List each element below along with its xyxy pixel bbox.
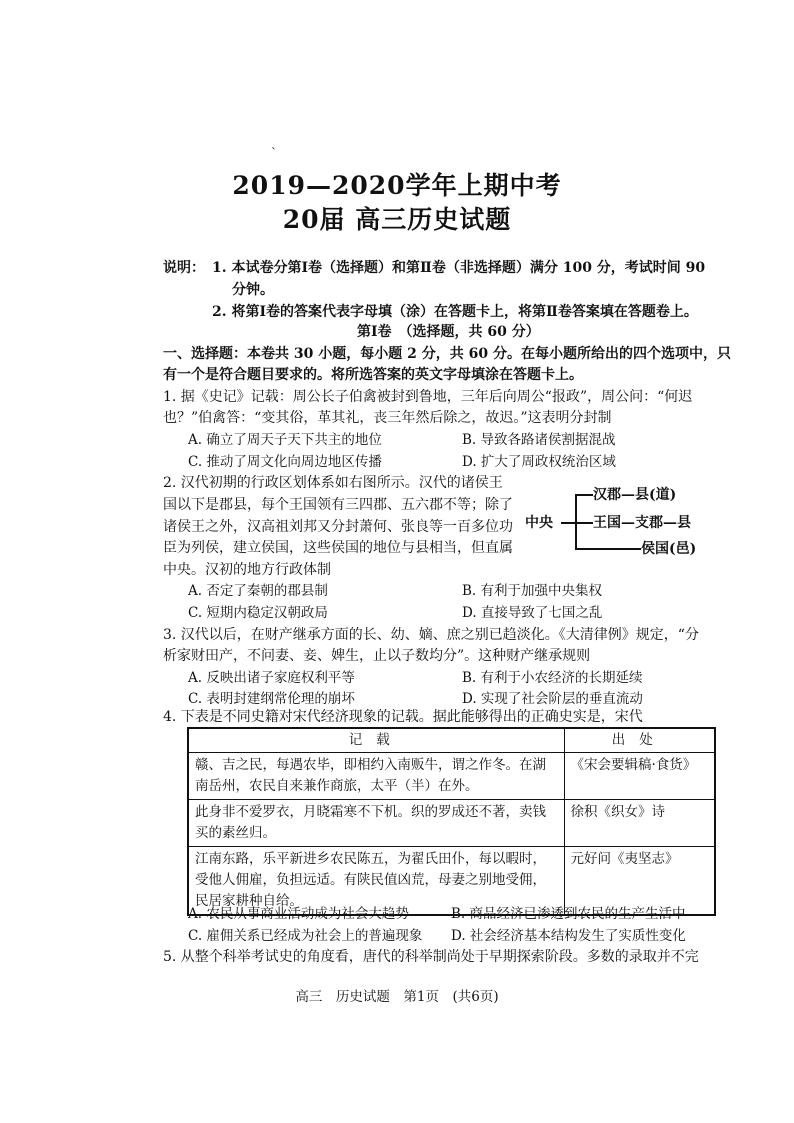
- q2-option-b[interactable]: B. 有利于加强中央集权: [462, 583, 603, 599]
- q4-option-a[interactable]: A. 农民从事商业活动成为社会大趋势: [188, 906, 409, 922]
- q3-option-c[interactable]: C. 表明封建纲常伦理的崩坏: [188, 691, 355, 707]
- table-header-record: 记载: [188, 728, 564, 753]
- instruction-1: 1. 本试卷分第Ⅰ卷（选择题）和第Ⅱ卷（非选择题）满分 100 分，考试时间 90: [212, 260, 706, 276]
- section-intro-cont: 有一个是符合题目要求的。将所选答案的英文字母填涂在答题卡上。: [163, 367, 583, 383]
- instructions-label: 说明：: [163, 260, 205, 276]
- diagram-root: 中央: [525, 515, 553, 531]
- question-2-text: 2. 汉代初期的行政区划体系如右图所示。汉代的诸侯王: [163, 475, 503, 491]
- question-4-text: 4. 下表是不同史籍对宋代经济现象的记载。据此能够得出的正确史实是，宋代: [163, 709, 643, 725]
- question-3-text: 3. 汉代以后，在财产继承方面的长、幼、嫡、庶之别已趋淡化。《大清律例》规定，“分: [163, 627, 699, 643]
- table-row: [188, 800, 715, 847]
- source-cell: 徐积《织女》诗: [564, 800, 715, 847]
- record-cell: 赣、吉之民，每遇农毕，即相约入南贩牛，谓之作冬。在湖南岳州，农民自来兼作商旅，太平（半）在外。: [188, 753, 564, 800]
- diagram-branch-kingdom: 王国—支郡—县: [593, 515, 691, 531]
- source-cell: 《宋会要辑稿·食货》: [564, 753, 715, 800]
- question-5-text: 5. 从整个科举考试史的角度看，唐代的科举制尚处于早期探索阶段。多数的录取并不完: [163, 949, 699, 965]
- q1-option-a[interactable]: A. 确立了周天子天下共主的地位: [188, 432, 382, 448]
- q2-option-c[interactable]: C. 短期内稳定汉朝政局: [188, 605, 328, 621]
- table-header-row: [188, 728, 715, 753]
- question-2-text-cont: 臣为列侯，建立侯国，这些侯国的地位与县相当，但直属: [163, 540, 513, 556]
- exam-title: 2019—2020学年上期中考: [232, 171, 562, 200]
- q1-option-c[interactable]: C. 推动了周文化向周边地区传播: [188, 454, 382, 470]
- q2-option-a[interactable]: A. 否定了秦朝的郡县制: [188, 583, 328, 599]
- section-heading: 第Ⅰ卷 （选择题，共 60 分）: [357, 324, 540, 340]
- table-row: [188, 753, 715, 800]
- question-2-text-cont: 诸侯王之外，汉高祖刘邦又分封萧何、张良等一百多位功: [163, 519, 513, 535]
- record-cell: 此身非不爱罗衣，月晓霜寒不下机。织的罗成还不著，卖钱买的素丝归。: [188, 800, 564, 847]
- q4-option-b[interactable]: B. 商品经济已渗透到农民的生产生活中: [451, 906, 686, 922]
- q1-option-d[interactable]: D. 扩大了周政权统治区域: [462, 454, 616, 470]
- q4-option-d[interactable]: D. 社会经济基本结构发生了实质性变化: [451, 928, 686, 944]
- instruction-2: 2. 将第Ⅰ卷的答案代表字母填（涂）在答题卡上，将第Ⅱ卷答案填在答题卷上。: [212, 304, 698, 320]
- q3-option-d[interactable]: D. 实现了社会阶层的垂直流动: [462, 691, 643, 707]
- instruction-1-cont: 分钟。: [232, 282, 274, 298]
- exam-subtitle: 20届 高三历史试题: [282, 205, 512, 234]
- question-2-text-cont: 国以下是郡县，每个王国领有三四郡、五六郡不等；除了: [163, 497, 513, 513]
- record-cell: 江南东路，乐平新进乡农民陈五，为翟氏田仆，每以暇时，受他人佣雇，负担远适。有陕民值凶荒，母妻之别地受佣，民居家耕种自给。: [188, 847, 564, 916]
- question-3-text-cont: 析家财田产，不问妻、妾、婢生，止以子数均分”。这种财产继承规则: [163, 648, 591, 664]
- diagram-branch-marquisate: 侯国(邑): [641, 541, 697, 557]
- q1-option-b[interactable]: B. 导致各路诸侯割据混战: [462, 432, 616, 448]
- page-footer: 高三 历史试题 第1页 (共6页): [295, 989, 499, 1005]
- diagram-branch-han-commandery: 汉郡—县(道): [593, 487, 677, 503]
- section-intro: 一、选择题：本卷共 30 小题，每小题 2 分，共 60 分。在每小题所给出的四个选项中，只: [163, 346, 731, 362]
- q3-option-a[interactable]: A. 反映出诸子家庭权利平等: [188, 670, 355, 686]
- q2-option-d[interactable]: D. 直接导致了七国之乱: [462, 605, 603, 621]
- source-cell: 元好问《夷坚志》: [564, 847, 715, 916]
- q4-option-c[interactable]: C. 雇佣关系已经成为社会上的普遍现象: [188, 928, 423, 944]
- q3-option-b[interactable]: B. 有利于小农经济的长期延续: [462, 670, 643, 686]
- question-2-text-cont: 中央。汉初的地方行政体制: [163, 562, 331, 578]
- stray-mark: `: [271, 146, 277, 160]
- song-economy-records-table: [187, 727, 716, 916]
- question-1-text: 1. 据《史记》记载：周公长子伯禽被封到鲁地，三年后向周公“报政”，周公问：“何迟: [163, 389, 693, 405]
- table-header-source: 出处: [564, 728, 715, 753]
- question-1-text-cont: 也？”伯禽答：“变其俗，革其礼，丧三年然后除之，故迟。”这表明分封制: [163, 410, 612, 426]
